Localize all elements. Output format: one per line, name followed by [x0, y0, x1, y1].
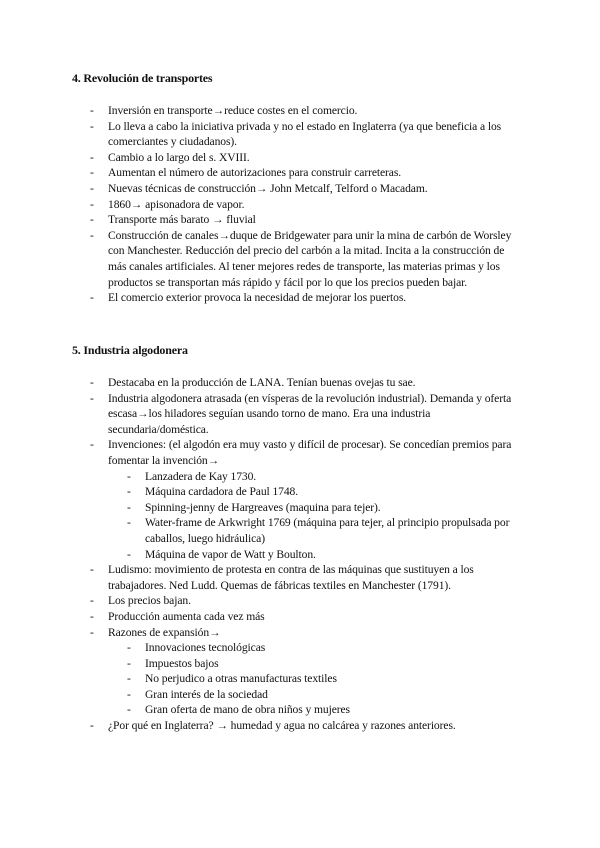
bullet-dash: - — [127, 485, 131, 499]
list-item-text: Los precios bajan. — [108, 594, 191, 608]
bullet-dash: - — [90, 291, 94, 305]
sub-list-item — [0, 702, 600, 718]
list-item — [0, 593, 600, 609]
list-item-text: Construcción de canales→duque de Bridgewater para unir la mina de carbón de Worsley con Manchester. Reducción del precio del carbón a la mitad. Incita a la construcción de más canales artificiales. Al tener mejores redes de transporte, las materias primas y los productos se transportan más rápido y fácil por lo que los precios pueden bajar. — [108, 228, 512, 289]
sub-list-item — [0, 469, 600, 485]
list-item-text: Producción aumenta cada vez más — [108, 609, 265, 623]
list-item-text: Impuestos bajos — [145, 656, 219, 670]
bullet-dash: - — [90, 438, 94, 452]
list-item — [0, 562, 600, 593]
list-item — [0, 391, 600, 438]
list-item-text: Innovaciones tecnológicas — [145, 641, 266, 655]
list-item — [0, 437, 600, 468]
list-item — [0, 290, 600, 306]
sub-list-item — [0, 640, 600, 656]
sub-list-item — [0, 547, 600, 563]
list-item — [0, 228, 600, 290]
bullet-dash: - — [90, 181, 94, 195]
list-item-text: Máquina cardadora de Paul 1748. — [145, 485, 299, 499]
bullet-dash: - — [90, 563, 94, 577]
list-item-text: Gran oferta de mano de obra niños y mujeres — [145, 703, 350, 717]
bullet-dash: - — [90, 150, 94, 164]
list-item-text: ¿Por qué en Inglaterra? → humedad y agua no calcárea y razones anteriores. — [108, 719, 456, 733]
bullet-list-transportes — [0, 103, 600, 306]
bullet-dash: - — [90, 594, 94, 608]
bullet-dash: - — [90, 104, 94, 117]
bullet-dash: - — [90, 609, 94, 623]
list-item — [0, 103, 600, 119]
bullet-dash: - — [90, 625, 94, 639]
list-item-text: Lo lleva a cabo la iniciativa privada y no el estado en Inglaterra (ya que beneficia a los comerciantes y ciudadanos). — [108, 119, 502, 149]
list-item — [0, 625, 600, 641]
section-title-algodonera: 5. Industria algodonera — [72, 343, 188, 357]
list-item-text: Ludismo: movimiento de protesta en contra de las máquinas que sustituyen a los trabajadores. Ned Ludd. Quemas de fábricas textiles en Manchester (1791). — [108, 563, 474, 592]
list-item-text: Cambio a lo largo del s. XVIII. — [108, 150, 250, 164]
bullet-dash: - — [90, 719, 94, 733]
list-item — [0, 718, 600, 734]
list-item-text: Invenciones: (el algodón era muy vasto y difícil de procesar). Se concedían premios para fomentar la invención→ — [108, 438, 512, 467]
list-item-text: No perjudico a otras manufacturas textiles — [145, 672, 337, 686]
list-item — [0, 150, 600, 166]
list-item — [0, 375, 600, 391]
list-item-text: El comercio exterior provoca la necesidad de mejorar los puertos. — [108, 291, 407, 305]
sub-list-item — [0, 515, 600, 546]
bullet-dash: - — [127, 547, 131, 561]
bullet-dash: - — [127, 656, 131, 670]
section-title-transportes: 4. Revolución de transportes — [72, 71, 213, 85]
list-item-text: Industria algodonera atrasada (en vísperas de la revolución industrial). Demanda y oferta escasa→los hiladores seguían usando torno de mano. Era una industria secundaria/doméstica. — [108, 391, 512, 436]
sub-list-item — [0, 656, 600, 672]
list-item-text: Máquina de vapor de Watt y Boulton. — [145, 547, 316, 561]
bullet-dash: - — [90, 166, 94, 180]
bullet-dash: - — [90, 391, 94, 405]
list-item-text: Gran interés de la sociedad — [145, 687, 268, 701]
list-item-text: Razones de expansión→ — [108, 625, 221, 639]
bullet-list-algodonera — [0, 375, 600, 734]
list-item-text: Destacaba en la producción de LANA. Tenían buenas ovejas tu sae. — [108, 376, 416, 389]
bullet-dash: - — [127, 703, 131, 717]
bullet-dash: - — [90, 228, 94, 242]
bullet-dash: - — [90, 119, 94, 133]
list-item — [0, 609, 600, 625]
list-item — [0, 212, 600, 228]
bullet-dash: - — [90, 213, 94, 227]
bullet-dash: - — [127, 641, 131, 655]
bullet-dash: - — [127, 500, 131, 514]
sub-list-item — [0, 500, 600, 516]
list-item-text: Transporte más barato → fluvial — [108, 213, 256, 227]
list-item-text: Spinning-jenny de Hargreaves (maquina para tejer). — [145, 500, 381, 514]
bullet-dash: - — [127, 469, 131, 483]
bullet-dash: - — [90, 197, 94, 211]
list-item — [0, 197, 600, 213]
list-item — [0, 165, 600, 181]
sub-list-item — [0, 671, 600, 687]
list-item — [0, 119, 600, 150]
sub-list-item — [0, 687, 600, 703]
bullet-dash: - — [127, 516, 131, 530]
list-item-text: Aumentan el número de autorizaciones para construir carreteras. — [108, 166, 402, 180]
list-item-text: Water-frame de Arkwright 1769 (máquina para tejer, al principio propulsada por caballos, luego hidráulica) — [145, 516, 510, 545]
bullet-dash: - — [127, 672, 131, 686]
bullet-dash: - — [90, 376, 94, 389]
bullet-dash: - — [127, 687, 131, 701]
list-item-text: 1860→ apisonadora de vapor. — [108, 197, 245, 211]
list-item — [0, 181, 600, 197]
list-item-text: Nuevas técnicas de construcción→ John Metcalf, Telford o Macadam. — [108, 181, 428, 195]
list-item-text: Inversión en transporte→reduce costes en el comercio. — [108, 104, 358, 117]
list-item-text: Lanzadera de Kay 1730. — [145, 469, 257, 483]
sub-list-item — [0, 484, 600, 500]
